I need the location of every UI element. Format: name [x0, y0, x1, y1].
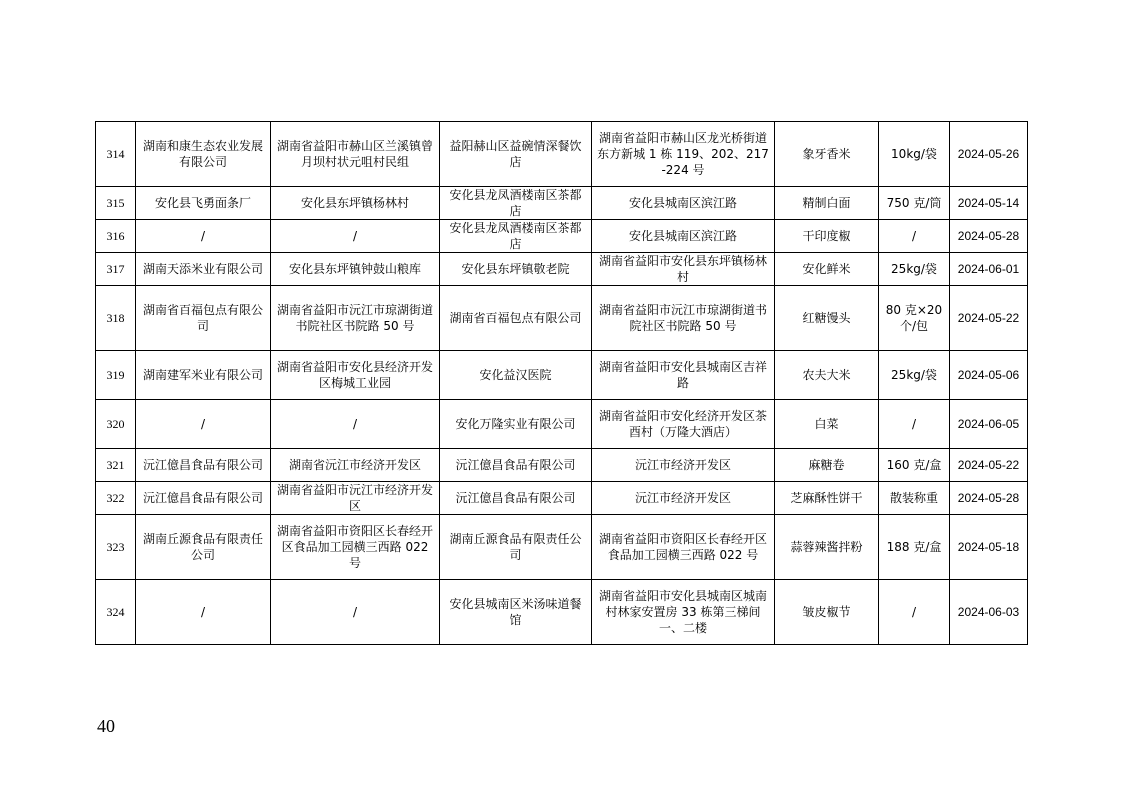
row-number-cell: 321 [96, 449, 136, 482]
producer-name-cell: 湖南天添米业有限公司 [136, 253, 271, 286]
production-date-cell: 2024-06-01 [950, 253, 1028, 286]
sampled-unit-address-cell: 沅江市经济开发区 [592, 449, 775, 482]
sampled-unit-name-cell: 益阳赫山区益碗情深餐饮店 [440, 122, 592, 187]
product-name-cell: 芝麻酥性饼干 [775, 482, 879, 515]
table-row [96, 400, 1028, 449]
production-date-cell: 2024-05-06 [950, 351, 1028, 400]
production-date-cell: 2024-05-26 [950, 122, 1028, 187]
sampled-unit-name-cell: 湖南省百福包点有限公司 [440, 286, 592, 351]
product-spec-cell: / [879, 580, 950, 645]
sampled-unit-name-cell: 安化县龙凤酒楼南区茶都店 [440, 220, 592, 253]
table-row [96, 253, 1028, 286]
table-row [96, 122, 1028, 187]
table-body [96, 122, 1028, 645]
producer-address-cell: 安化县东坪镇杨林村 [271, 187, 440, 220]
producer-name-cell: 湖南丘源食品有限责任公司 [136, 515, 271, 580]
sampled-unit-name-cell: 沅江億昌食品有限公司 [440, 449, 592, 482]
product-spec-cell: 188 克/盒 [879, 515, 950, 580]
producer-name-cell: / [136, 400, 271, 449]
product-spec-cell: 80 克×20 个/包 [879, 286, 950, 351]
product-name-cell: 象牙香米 [775, 122, 879, 187]
producer-address-cell: 湖南省益阳市资阳区长春经开区食品加工园横三西路 022 号 [271, 515, 440, 580]
producer-name-cell: / [136, 580, 271, 645]
product-spec-cell: / [879, 400, 950, 449]
table-row [96, 580, 1028, 645]
table-row [96, 351, 1028, 400]
row-number-cell: 319 [96, 351, 136, 400]
sampled-unit-name-cell: 安化县龙凤酒楼南区茶都店 [440, 187, 592, 220]
product-spec-cell: 10kg/袋 [879, 122, 950, 187]
sampled-unit-address-cell: 湖南省益阳市安化县东坪镇杨林村 [592, 253, 775, 286]
product-name-cell: 蒜蓉辣酱拌粉 [775, 515, 879, 580]
table-row [96, 482, 1028, 515]
food-sampling-table [95, 121, 1028, 645]
row-number-cell: 317 [96, 253, 136, 286]
producer-name-cell: 沅江億昌食品有限公司 [136, 449, 271, 482]
sampled-unit-name-cell: 湖南丘源食品有限责任公司 [440, 515, 592, 580]
producer-address-cell: 安化县东坪镇钟鼓山粮库 [271, 253, 440, 286]
table-row [96, 187, 1028, 220]
producer-address-cell: / [271, 400, 440, 449]
producer-address-cell: 湖南省益阳市沅江市琼湖街道书院社区书院路 50 号 [271, 286, 440, 351]
producer-name-cell: / [136, 220, 271, 253]
product-name-cell: 红糖馒头 [775, 286, 879, 351]
producer-address-cell: 湖南省益阳市赫山区兰溪镇曾月坝村状元咀村民组 [271, 122, 440, 187]
table-row [96, 515, 1028, 580]
row-number-cell: 322 [96, 482, 136, 515]
producer-address-cell: 湖南省沅江市经济开发区 [271, 449, 440, 482]
row-number-cell: 320 [96, 400, 136, 449]
row-number-cell: 318 [96, 286, 136, 351]
sampled-unit-address-cell: 安化县城南区滨江路 [592, 220, 775, 253]
row-number-cell: 315 [96, 187, 136, 220]
producer-name-cell: 湖南建军米业有限公司 [136, 351, 271, 400]
sampled-unit-address-cell: 湖南省益阳市赫山区龙光桥街道东方新城 1 栋 119、202、217-224 号 [592, 122, 775, 187]
producer-name-cell: 沅江億昌食品有限公司 [136, 482, 271, 515]
product-name-cell: 农夫大米 [775, 351, 879, 400]
table-row [96, 220, 1028, 253]
product-name-cell: 白菜 [775, 400, 879, 449]
product-spec-cell: 750 克/筒 [879, 187, 950, 220]
table-row [96, 286, 1028, 351]
producer-address-cell: / [271, 580, 440, 645]
product-spec-cell: 25kg/袋 [879, 253, 950, 286]
product-name-cell: 精制白面 [775, 187, 879, 220]
production-date-cell: 2024-05-22 [950, 286, 1028, 351]
producer-name-cell: 安化县飞勇面条厂 [136, 187, 271, 220]
sampled-unit-address-cell: 湖南省益阳市安化经济开发区茶酉村（万隆大酒店） [592, 400, 775, 449]
row-number-cell: 316 [96, 220, 136, 253]
sampled-unit-address-cell: 湖南省益阳市沅江市琼湖街道书院社区书院路 50 号 [592, 286, 775, 351]
product-spec-cell: 160 克/盒 [879, 449, 950, 482]
sampled-unit-name-cell: 安化县城南区米汤味道餐馆 [440, 580, 592, 645]
product-name-cell: 皱皮椒节 [775, 580, 879, 645]
production-date-cell: 2024-05-22 [950, 449, 1028, 482]
producer-address-cell: 湖南省益阳市安化县经济开发区梅城工业园 [271, 351, 440, 400]
product-name-cell: 安化鲜米 [775, 253, 879, 286]
production-date-cell: 2024-05-28 [950, 482, 1028, 515]
sampled-unit-name-cell: 安化县东坪镇敬老院 [440, 253, 592, 286]
production-date-cell: 2024-05-14 [950, 187, 1028, 220]
sampled-unit-address-cell: 湖南省益阳市安化县城南区吉祥路 [592, 351, 775, 400]
production-date-cell: 2024-06-03 [950, 580, 1028, 645]
sampled-unit-name-cell: 安化益汉医院 [440, 351, 592, 400]
product-spec-cell: 25kg/袋 [879, 351, 950, 400]
production-date-cell: 2024-06-05 [950, 400, 1028, 449]
producer-name-cell: 湖南省百福包点有限公司 [136, 286, 271, 351]
row-number-cell: 314 [96, 122, 136, 187]
production-date-cell: 2024-05-18 [950, 515, 1028, 580]
product-spec-cell: 散装称重 [879, 482, 950, 515]
sampled-unit-name-cell: 沅江億昌食品有限公司 [440, 482, 592, 515]
sampled-unit-name-cell: 安化万隆实业有限公司 [440, 400, 592, 449]
product-spec-cell: / [879, 220, 950, 253]
sampled-unit-address-cell: 安化县城南区滨江路 [592, 187, 775, 220]
producer-address-cell: / [271, 220, 440, 253]
sampled-unit-address-cell: 湖南省益阳市资阳区长春经开区食品加工园横三西路 022 号 [592, 515, 775, 580]
page-number: 40 [97, 716, 115, 736]
row-number-cell: 324 [96, 580, 136, 645]
row-number-cell: 323 [96, 515, 136, 580]
producer-name-cell: 湖南和康生态农业发展有限公司 [136, 122, 271, 187]
producer-address-cell: 湖南省益阳市沅江市经济开发区 [271, 482, 440, 515]
sampled-unit-address-cell: 沅江市经济开发区 [592, 482, 775, 515]
product-name-cell: 干印度椒 [775, 220, 879, 253]
table-row [96, 449, 1028, 482]
sampled-unit-address-cell: 湖南省益阳市安化县城南区城南村林家安置房 33 栋第三梯间一、二楼 [592, 580, 775, 645]
production-date-cell: 2024-05-28 [950, 220, 1028, 253]
product-name-cell: 麻糖卷 [775, 449, 879, 482]
